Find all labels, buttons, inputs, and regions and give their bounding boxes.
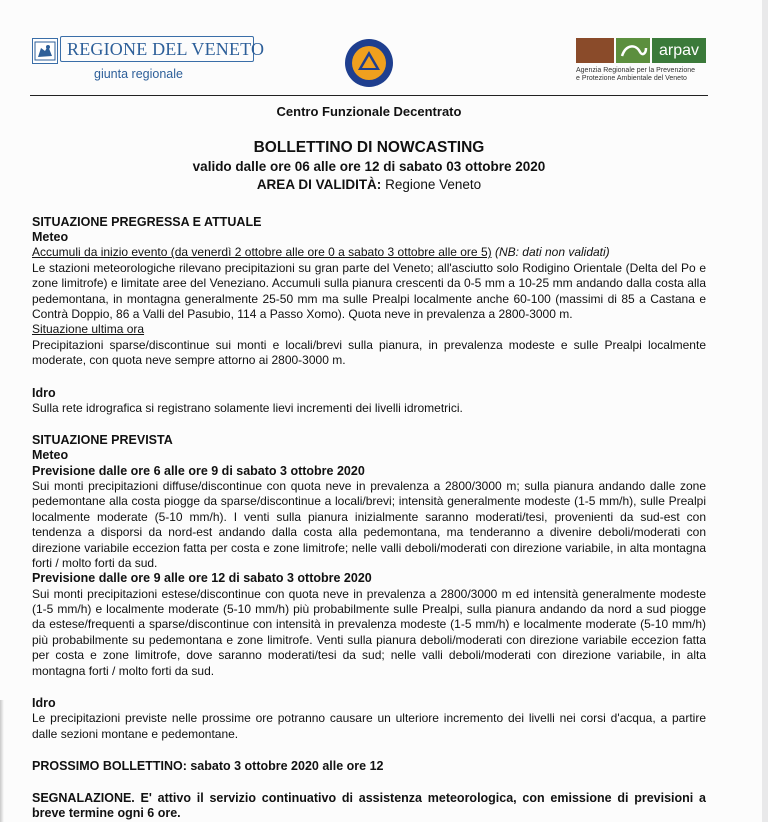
arpav-caption-1: Agenzia Regionale per la Prevenzione	[576, 67, 696, 74]
document-header	[0, 0, 762, 98]
regione-veneto-wordmark: REGIONE DEL VENETO	[60, 36, 254, 62]
bulletin-body	[32, 103, 706, 822]
arpav-wordmark: arpav	[652, 38, 706, 63]
section-forecast-meteo: Meteo	[32, 448, 69, 463]
forecast-1-text: Sui monti precipitazioni diffuse/discontinue con quota neve in prevalenza a 2800/3000 m; sulla pianura andando dalle zone pedemontane alla costa piogge da sparse/discontinue a locali/brevi; intensità generalmente modeste (1-5 mm/h), sulle Prealpi localmente moderate (5-10 mm/h). I venti sulla pianura inizialmente saranno moderati/tesi, provenienti da sud-est con tendenza a disporsi da nord-est andando dalla costa alla pedemontana, ma tenderanno a divenire deboli/moderati con direzione variabile eccezion fatta per costa e zone limitrofe; nelle valli deboli/moderati con direzione variabile, in alta montagna forti / molto forti da sud.	[32, 478, 706, 570]
arpav-logo	[576, 38, 716, 83]
giunta-regionale-label: giunta regionale	[94, 67, 183, 81]
current-idro-text: Sulla rete idrografica si registrano solamente lievi incrementi dei livelli idrometrici.	[32, 400, 463, 415]
validity-line: valido dalle ore 06 alle ore 12 di sabato 03 ottobre 2020	[192, 159, 546, 174]
arpav-emblem-icon	[576, 38, 614, 63]
area-line	[32, 176, 706, 194]
centro-funzionale-label: Centro Funzionale Decentrato	[276, 104, 462, 119]
forecast-2-heading: Previsione dalle ore 9 alle ore 12 di sabato 3 ottobre 2020	[32, 571, 372, 586]
header-divider	[30, 95, 708, 96]
lion-crest-icon	[32, 38, 58, 64]
arpav-caption-2: e Protezione Ambientale del Veneto	[576, 75, 687, 82]
signal-note: SEGNALAZIONE. E' attivo il servizio continuativo di assistenza meteorologica, con emissione di previsioni a breve termine ogni 6 ore.	[32, 791, 706, 821]
last-hour-text: Precipitazioni sparse/discontinue sui monti e locali/brevi sulla pianura, in prevalenza modeste e sulle Prealpi localmente moderate, con quota neve sempre attorno ai 2800-3000 m.	[32, 337, 706, 368]
forecast-2-text: Sui monti precipitazioni estese/discontinue con quota neve in prevalenza a 2800/3000 m ed intensità generalmente modeste (1-5 mm/h) e localmente moderate (5-10 mm/h) più probabilmente sulle Prealpi, sulla pianura andando da nord a sud piogge da estese/frequenti a sparse/discontinue con intensità in prevalenza modeste (1-5 mm/h) e localmente moderate (5-10 mm/h) più probabilmente su pedemontana e zone limitrofe. Venti sulla pianura deboli/moderati con direzione variabile eccezion fatta per costa e zone limitrofe, dove saranno moderati/tesi da sud; nelle valli deboli/moderati con direzione variabile, in alta montagna forti / molto forti da sud.	[32, 586, 706, 678]
forecast-idro-text: Le precipitazioni previste nelle prossime ore potranno causare un ulteriore incremento dei livelli nei corsi d'acqua, a partire dalle sezioni montane e pedemontane.	[32, 711, 706, 741]
area-value: Regione Veneto	[385, 177, 482, 192]
section-forecast-title: SITUAZIONE PREVISTA	[32, 433, 173, 448]
arpav-wave-icon	[616, 38, 650, 63]
page-shadow	[0, 700, 4, 822]
next-bulletin: PROSSIMO BOLLETTINO: sabato 3 ottobre 2020 alle ore 12	[32, 758, 384, 773]
forecast-1-heading: Previsione dalle ore 6 alle ore 9 di sabato 3 ottobre 2020	[32, 463, 365, 478]
protezione-civile-logo-icon	[344, 38, 394, 88]
section-current-meteo: Meteo	[32, 230, 69, 245]
bulletin-title: BOLLETTINO DI NOWCASTING	[253, 139, 485, 156]
section-current-idro: Idro	[32, 385, 56, 400]
last-hour-heading: Situazione ultima ora	[32, 322, 145, 337]
section-forecast-idro: Idro	[32, 695, 56, 710]
accumulation-heading: Accumuli da inizio evento (da venerdì 2 ottobre alle ore 0 a sabato 3 ottobre alle ore 5) (NB: dati non validati)	[32, 245, 610, 260]
section-current-title: SITUAZIONE PREGRESSA E ATTUALE	[32, 215, 262, 229]
accumulation-text: Le stazioni meteorologiche rilevano precipitazioni su gran parte del Veneto; all'asciutto solo Rodigino Orientale (Delta del Po e zone limitrofe) e limitate aree del Veneziano. Accumuli sulla pianura crescenti da 0-5 mm a 10-25 mm andando dalla costa alla pedemontana, in montagna generalmente 25-50 mm ma sulle Prealpi localmente anche 60-100 (massimi di 85 a Castana e Contrà Doppio, 86 a Valli del Pasubio, 114 a Passo Xomo). Quota neve in prevalenza a 2800-3000 m.	[32, 260, 706, 322]
area-label: AREA DI VALIDITÀ:	[256, 177, 382, 192]
